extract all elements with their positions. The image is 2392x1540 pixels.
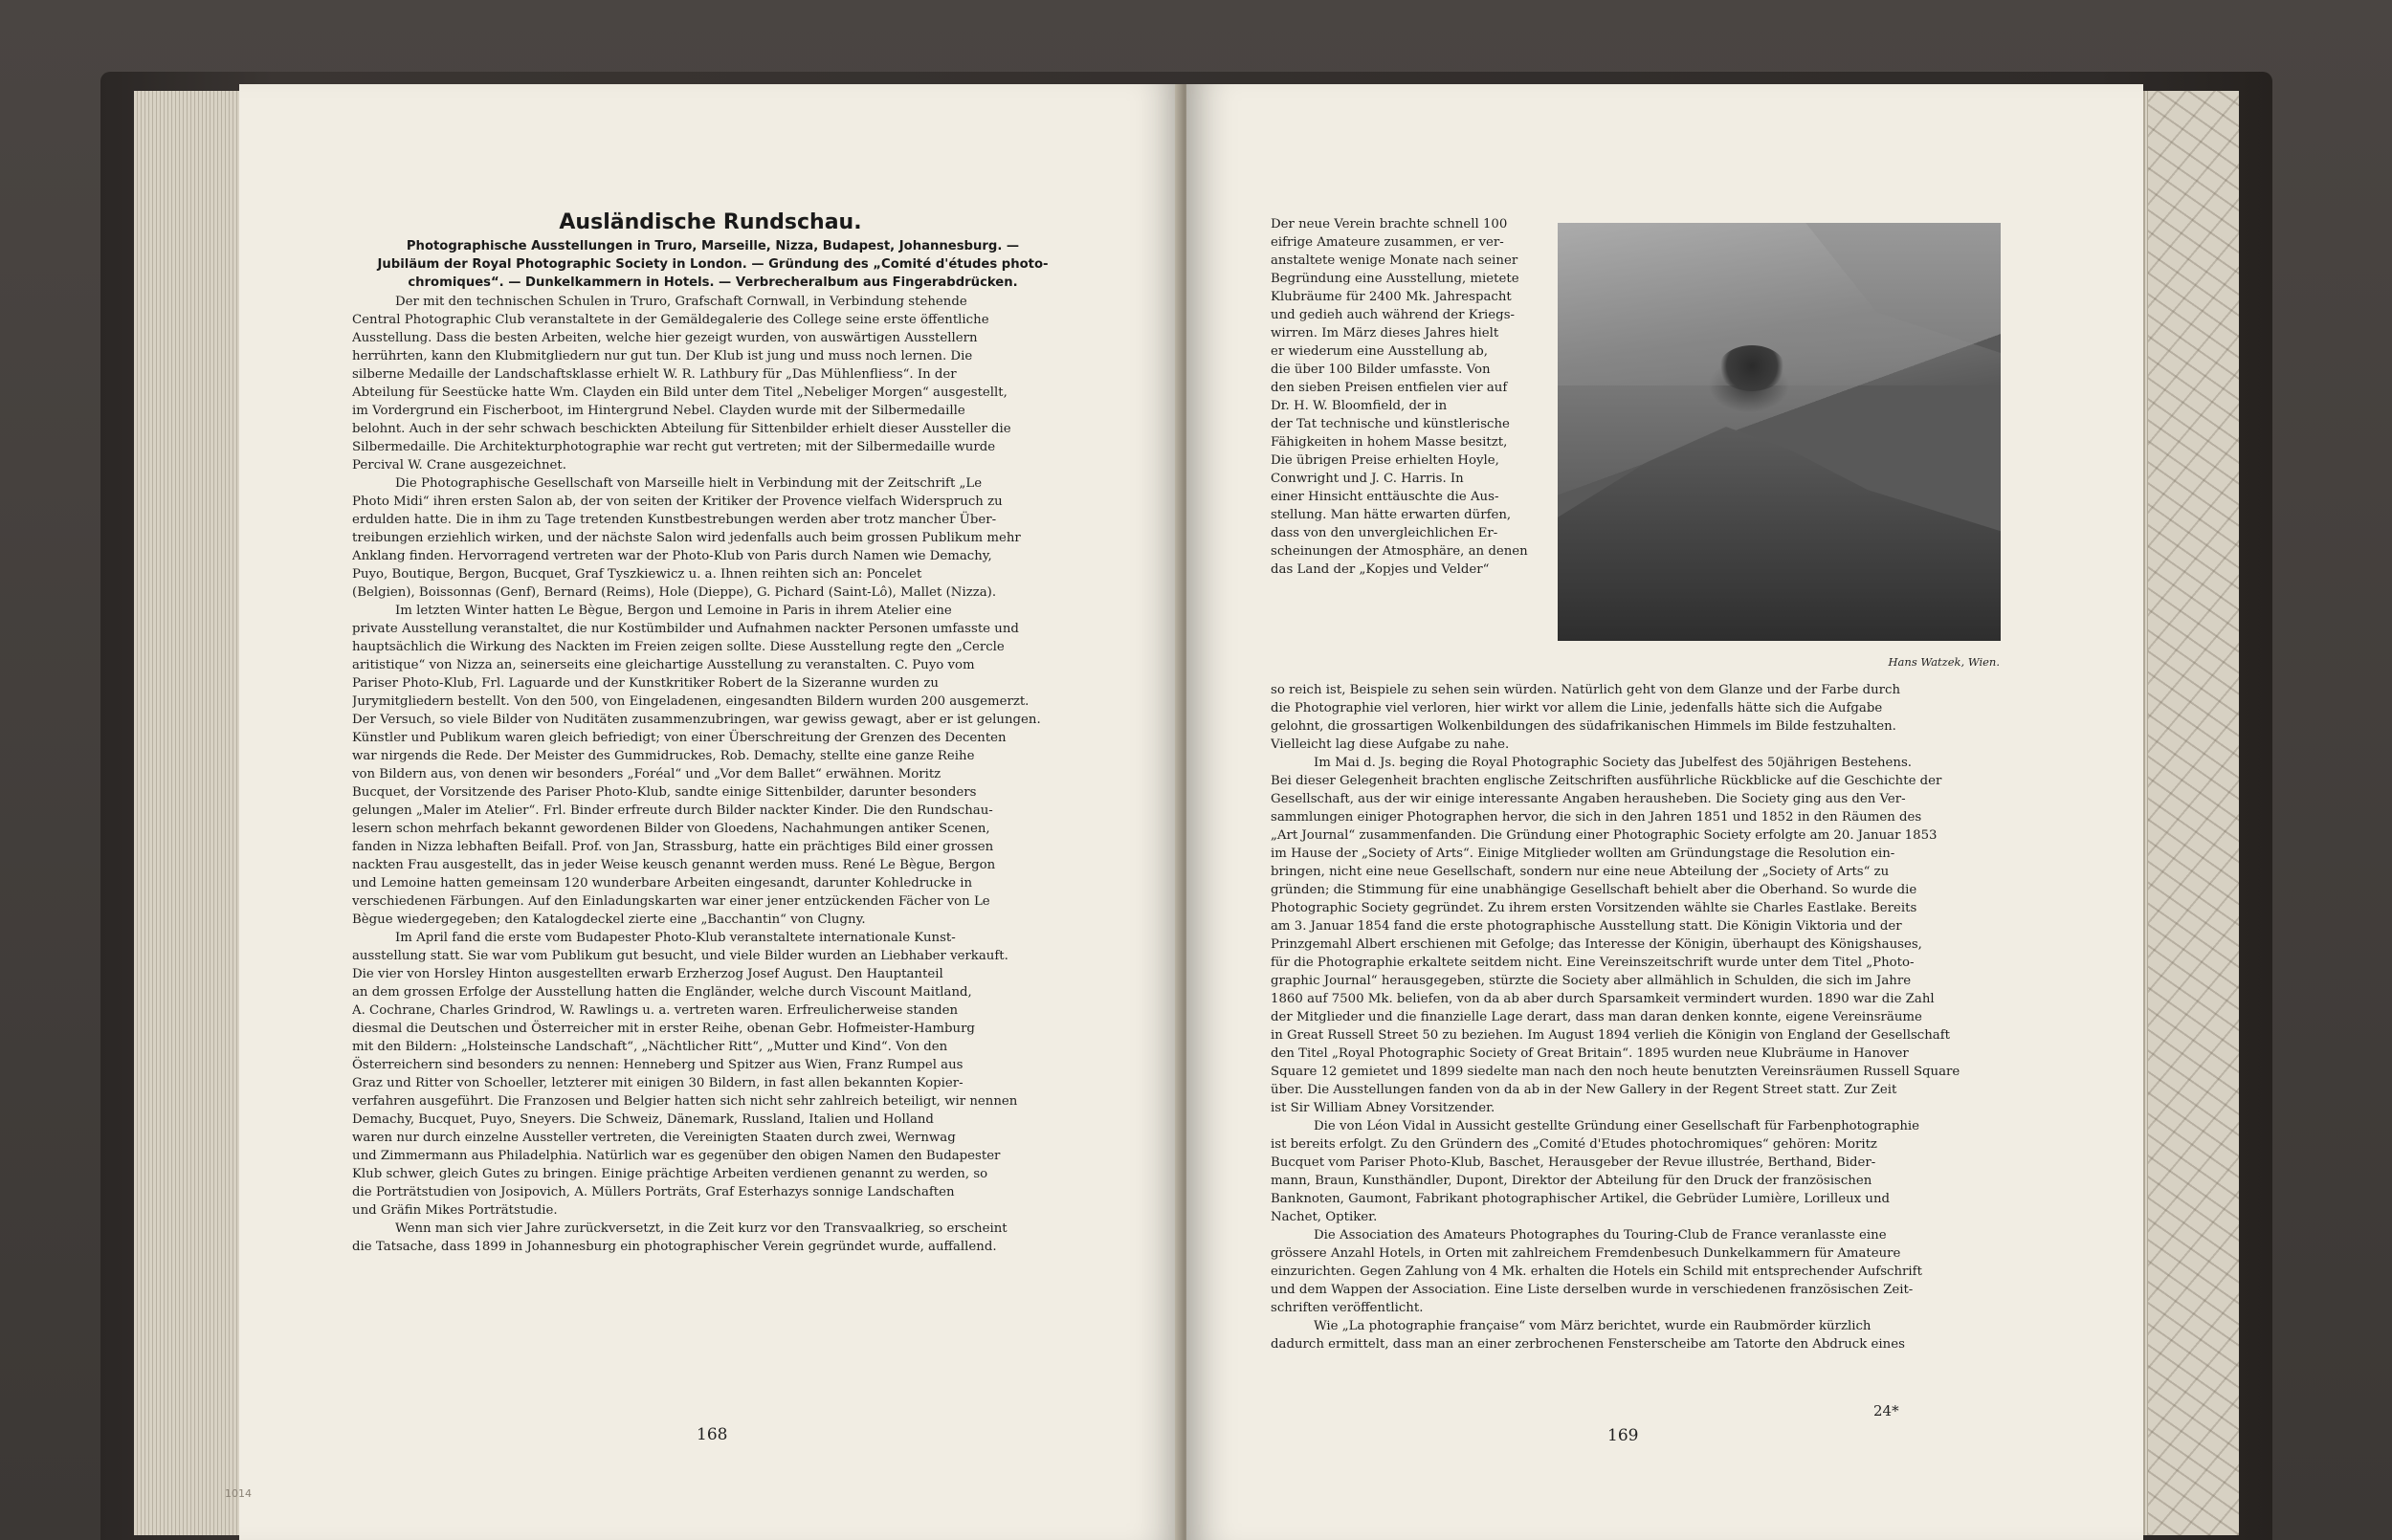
paragraph bbox=[1271, 681, 1998, 754]
text-line: 1860 auf 7500 Mk. beliefen, von da ab aber durch Sparsamkeit vermindert wurden. 1890 war die Zahl bbox=[1271, 992, 1935, 1006]
text-line: von Bildern aus, von denen wir besonders „Foréal“ und „Vor dem Ballet“ erwähnen. Moritz bbox=[352, 767, 941, 781]
text-line: Die Association des Amateurs Photographes du Touring-Club de France veranlasste eine bbox=[1314, 1228, 1887, 1243]
subheading-line: Photographische Ausstellungen in Truro, Marseille, Nizza, Budapest, Johannesburg. — bbox=[406, 239, 1020, 253]
text-line: anstaltete wenige Monate nach seiner bbox=[1271, 253, 1518, 268]
photo-hillside bbox=[1558, 366, 2001, 641]
text-line: Photographic Society gegründet. Zu ihrem ersten Vorsitzenden wählte sie Charles Eastlake. Bereits bbox=[1271, 901, 1917, 915]
text-line: „Art Journal“ zusammenfanden. Die Gründung einer Photographic Society erfolgte am 20. Januar 1853 bbox=[1271, 828, 1938, 843]
text-line: die Porträtstudien von Josipovich, A. Müllers Porträts, Graf Esterhazys sonnige Landschaften bbox=[352, 1185, 955, 1199]
text-line: Im Mai d. Js. beging die Royal Photographic Society das Jubelfest des 50jährigen Bestehens. bbox=[1314, 756, 1913, 770]
text-line: Die vier von Horsley Hinton ausgestellten erwarb Erzherzog Josef August. Den Hauptanteil bbox=[352, 967, 943, 981]
paragraph bbox=[1271, 1317, 1998, 1353]
text-line: und dem Wappen der Association. Eine Liste derselben wurde in verschiedenen französischen Zeit- bbox=[1271, 1283, 1914, 1297]
text-line: Österreichern sind besonders zu nennen: Henneberg und Spitzer aus Wien, Franz Rumpel aus bbox=[352, 1058, 963, 1072]
subheading-line: Jubiläum der Royal Photographic Society in London. — Gründung des „Comité d'études photo- bbox=[377, 257, 1049, 272]
subheading-line: chromiques“. — Dunkelkammern in Hotels. — Verbrecheralbum aus Fingerabdrücken. bbox=[408, 275, 1018, 290]
text-line: Vielleicht lag diese Aufgabe zu nahe. bbox=[1271, 737, 1510, 752]
text-line: nackten Frau ausgestellt, das in jeder Weise keusch genannt werden muss. René Le Bègue, Bergon bbox=[352, 858, 996, 872]
text-line: eifrige Amateure zusammen, er ver- bbox=[1271, 235, 1504, 250]
text-line: private Ausstellung veranstaltet, die nur Kostümbilder und Aufnahmen nackter Personen umfasste und bbox=[352, 622, 1019, 636]
text-line: Im letzten Winter hatten Le Bègue, Bergon und Lemoine in Paris in ihrem Atelier eine bbox=[395, 604, 952, 618]
text-line: graphic Journal“ herausgegeben, stürzte die Society aber allmählich in Schulden, die sich im Jahre bbox=[1271, 974, 1912, 988]
text-line: gelungen „Maler im Atelier“. Frl. Binder erfreute durch Bilder nackter Kinder. Die den Rundschau- bbox=[352, 803, 993, 818]
text-line: Der Versuch, so viele Bilder von Nuditäten zusammenzubringen, war gewiss gewagt, aber er ist gelungen. bbox=[352, 713, 1041, 727]
text-line: mit den Bildern: „Holsteinsche Landschaft“, „Nächtlicher Ritt“, „Mutter und Kind“. Von den bbox=[352, 1040, 948, 1054]
text-line: dadurch ermittelt, dass man an einer zerbrochenen Fensterscheibe am Tatorte den Abdruck eines bbox=[1271, 1337, 1905, 1352]
text-line: den sieben Preisen entfielen vier auf bbox=[1271, 381, 1508, 395]
text-line: A. Cochrane, Charles Grindrod, W. Rawlings u. a. vertreten waren. Erfreulicherweise standen bbox=[352, 1003, 959, 1018]
text-line: belohnt. Auch in der sehr schwach beschickten Abteilung für Sittenbilder erhielt dieser Aussteller die bbox=[352, 422, 1011, 436]
right-narrow-column bbox=[1271, 215, 1558, 579]
text-line: in Great Russell Street 50 zu beziehen. Im August 1894 verlieh die Königin von England der Gesellschaft bbox=[1271, 1028, 1950, 1043]
text-line: Silbermedaille. Die Architekturphotographie war recht gut vertreten; mit der Silbermedaille wurde bbox=[352, 440, 996, 454]
text-line: ausstellung statt. Sie war vom Publikum gut besucht, und viele Bilder wurden an Liebhaber verkauft. bbox=[352, 949, 1008, 963]
left-body-text bbox=[352, 293, 1079, 1256]
section-subheading bbox=[344, 237, 1081, 292]
text-line: aritistique“ von Nizza an, seinerseits eine gleichartige Ausstellung zu veranstalten. C. Puyo vom bbox=[352, 658, 975, 672]
text-line: Banknoten, Gaumont, Fabrikant photographischer Artikel, die Gebrüder Lumière, Lorilleux und bbox=[1271, 1192, 1891, 1206]
text-line: (Belgien), Boissonnas (Genf), Bernard (Reims), Hole (Dieppe), G. Pichard (Saint-Lô), Mallet (Nizza). bbox=[352, 585, 997, 600]
text-line: Square 12 gemietet und 1899 siedelte man nach den noch heute benutzten Vereinsräumen Russell Square bbox=[1271, 1065, 1960, 1079]
page-edges-left bbox=[134, 91, 244, 1535]
text-line: einzurichten. Gegen Zahlung von 4 Mk. erhalten die Hotels ein Schild mit entsprechender Aufschrift bbox=[1271, 1265, 1922, 1279]
section-heading: Ausländische Rundschau. bbox=[559, 210, 862, 234]
text-line: Central Photographic Club veranstaltete in der Gemäldegalerie des College seine erste öffentliche bbox=[352, 313, 989, 327]
text-line: er wiederum eine Ausstellung ab, bbox=[1271, 344, 1488, 359]
text-line: und Gräfin Mikes Porträtstudie. bbox=[352, 1203, 558, 1218]
text-line: verschiedenen Färbungen. Auf den Einladungskarten war einer jener entzückenden Fächer von Le bbox=[352, 894, 990, 909]
paragraph bbox=[352, 929, 1079, 1220]
text-line: Fähigkeiten in hohem Masse besitzt, bbox=[1271, 435, 1508, 450]
text-line: Die Photographische Gesellschaft von Marseille hielt in Verbindung mit der Zeitschrift „Le bbox=[395, 476, 983, 491]
text-line: Bucquet vom Pariser Photo-Klub, Baschet, Herausgeber der Revue illustrée, Berthand, Bider- bbox=[1271, 1155, 1876, 1170]
text-line: dass von den unvergleichlichen Er- bbox=[1271, 526, 1498, 540]
text-line: Ausstellung. Dass die besten Arbeiten, welche hier gezeigt wurden, von auswärtigen Ausstellern bbox=[352, 331, 978, 345]
text-line: Die übrigen Preise erhielten Hoyle, bbox=[1271, 453, 1499, 468]
paragraph bbox=[1271, 1117, 1998, 1226]
text-line: hauptsächlich die Wirkung des Nackten im Freien zeigen sollte. Diese Ausstellung regte den „Cercle bbox=[352, 640, 1005, 654]
text-line: Demachy, Bucquet, Puyo, Sneyers. Die Schweiz, Dänemark, Russland, Italien und Holland bbox=[352, 1112, 934, 1127]
text-line: im Vordergrund ein Fischerboot, im Hintergrund Nebel. Clayden wurde mit der Silbermedaille bbox=[352, 404, 965, 418]
right-body-text bbox=[1271, 681, 1998, 1353]
text-line: Abteilung für Seestücke hatte Wm. Clayden ein Bild unter dem Titel „Nebeliger Morgen“ ausgestellt, bbox=[352, 385, 1008, 400]
paragraph bbox=[1271, 1226, 1998, 1317]
text-line: Anklang finden. Hervorragend vertreten war der Photo-Klub von Paris durch Namen wie Demachy, bbox=[352, 549, 992, 563]
text-line: der Tat technische und künstlerische bbox=[1271, 417, 1510, 431]
text-line: Jurymitgliedern bestellt. Von den 500, von Eingeladenen, eingesandten Bildern wurden 200 ausgemerzt. bbox=[352, 694, 1030, 709]
text-line: herrührten, kann den Klubmitgliedern nur gut tun. Der Klub ist jung und muss noch lernen. Die bbox=[352, 349, 973, 363]
text-line: und Lemoine hatten gemeinsam 120 wunderbare Arbeiten eingesandt, darunter Kohledrucke in bbox=[352, 876, 973, 891]
text-line: wirren. Im März dieses Jahres hielt bbox=[1271, 326, 1499, 341]
text-line: sammlungen einiger Photographen hervor, die sich in den Jahren 1851 und 1852 in den Räumen des bbox=[1271, 810, 1922, 825]
text-line: mann, Braun, Kunsthändler, Dupont, Direktor der Abteilung für den Druck der französischen bbox=[1271, 1174, 1872, 1188]
text-line: Bei dieser Gelegenheit brachten englische Zeitschriften ausführliche Rückblicke auf die Geschichte der bbox=[1271, 774, 1942, 788]
text-line: Nachet, Optiker. bbox=[1271, 1210, 1378, 1224]
photo-bush bbox=[1718, 345, 1785, 391]
text-line: die Tatsache, dass 1899 in Johannesburg ein photographischer Verein gegründet wurde, auffallend. bbox=[352, 1240, 997, 1254]
paragraph bbox=[1271, 754, 1998, 1117]
text-line: scheinungen der Atmosphäre, an denen bbox=[1271, 544, 1528, 559]
text-line: diesmal die Deutschen und Österreicher mit in erster Reihe, obenan Gebr. Hofmeister-Hamburg bbox=[352, 1022, 975, 1036]
text-line: die über 100 Bilder umfasste. Von bbox=[1271, 363, 1491, 377]
text-line: Wenn man sich vier Jahre zurückversetzt, in die Zeit kurz vor den Transvaalkrieg, so erscheint bbox=[395, 1221, 1008, 1236]
text-line: Pariser Photo-Klub, Frl. Laguarde und der Kunstkritiker Robert de la Sizeranne wurden zu bbox=[352, 676, 939, 691]
text-line: an dem grossen Erfolge der Ausstellung hatten die Engländer, welche durch Viscount Maitland, bbox=[352, 985, 972, 1000]
text-line: fanden in Nizza lebhaften Beifall. Prof. von Jan, Strassburg, hatte ein prächtiges Bild einer grossen bbox=[352, 840, 994, 854]
text-line: Puyo, Boutique, Bergon, Bucquet, Graf Tyszkiewicz u. a. Ihnen reihten sich an: Poncelet bbox=[352, 567, 922, 582]
text-line: im Hause der „Society of Arts“. Einige Mitglieder wollten am Gründungstage die Resolution ein- bbox=[1271, 847, 1895, 861]
text-line: Wie „La photographie française“ vom März berichtet, wurde ein Raubmörder kürzlich bbox=[1314, 1319, 1872, 1333]
text-line: Bègue wiedergegeben; den Katalogdeckel zierte eine „Bacchantin“ von Clugny. bbox=[352, 913, 866, 927]
text-line: am 3. Januar 1854 fand die erste photographische Ausstellung statt. Die Königin Viktoria und der bbox=[1271, 919, 1902, 934]
text-line: Conwright und J. C. Harris. In bbox=[1271, 472, 1464, 486]
text-line: Bucquet, der Vorsitzende des Pariser Photo-Klub, sandte einige Sittenbilder, darunter besonders bbox=[352, 785, 977, 800]
text-line: Dr. H. W. Bloomfield, der in bbox=[1271, 399, 1448, 413]
text-line: Graz und Ritter von Schoeller, letzterer mit einigen 30 Bildern, in fast allen bekannten Kopier- bbox=[352, 1076, 963, 1090]
text-line: schriften veröffentlicht. bbox=[1271, 1301, 1424, 1315]
text-line: so reich ist, Beispiele zu sehen sein würden. Natürlich geht von dem Glanze und der Farbe durch bbox=[1271, 683, 1901, 697]
text-line: Percival W. Crane ausgezeichnet. bbox=[352, 458, 566, 473]
text-line: erdulden hatte. Die in ihm zu Tage tretenden Kunstbestrebungen werden aber trotz mancher Über- bbox=[352, 513, 997, 527]
text-line: der Mitglieder und die finanzielle Lage derart, dass man daran denken konnte, eigene Vereinsräume bbox=[1271, 1010, 1922, 1024]
text-line: stellung. Man hätte erwarten dürfen, bbox=[1271, 508, 1512, 522]
text-line: Künstler und Publikum waren gleich befriedigt; von einer Überschreitung der Grenzen des Decenten bbox=[352, 731, 1007, 745]
paragraph bbox=[352, 1220, 1079, 1256]
right-page bbox=[1186, 84, 2143, 1540]
text-line: die Photographie viel verloren, hier wirkt vor allem die Linie, jedenfalls hätte sich die Aufgabe bbox=[1271, 701, 1883, 715]
text-line: verfahren ausgeführt. Die Franzosen und Belgier hatten sich nicht sehr zahlreich beteiligt, wir nennen bbox=[352, 1094, 1018, 1109]
paragraph bbox=[352, 293, 1079, 474]
text-line: grössere Anzahl Hotels, in Orten mit zahlreichem Fremdenbesuch Dunkelkammern für Amateure bbox=[1271, 1246, 1901, 1261]
text-line: Der mit den technischen Schulen in Truro, Grafschaft Cornwall, in Verbindung stehende bbox=[395, 295, 967, 309]
paragraph bbox=[352, 474, 1079, 602]
text-line: treibungen erziehlich wirken, und der nächste Salon wird jedenfalls auch beim grossen Publikum mehr bbox=[352, 531, 1021, 545]
text-line: lesern schon mehrfach bekannt gewordenen Bilder von Gloedens, Nachahmungen antiker Scenen, bbox=[352, 822, 990, 836]
paragraph bbox=[1271, 215, 1558, 579]
text-line: gelohnt, die grossartigen Wolkenbildungen des südafrikanischen Himmels im Bilde festzuhalten. bbox=[1271, 719, 1896, 734]
paragraph bbox=[352, 602, 1079, 929]
page-number-right: 169 bbox=[1607, 1426, 1639, 1445]
text-line: und gedieh auch während der Kriegs- bbox=[1271, 308, 1516, 322]
text-line: ist bereits erfolgt. Zu den Gründern des „Comité d'Etudes photochromiques“ gehören: Moritz bbox=[1271, 1137, 1877, 1152]
text-line: bringen, nicht eine neue Gesellschaft, sondern nur eine neue Abteilung der „Society of Arts“ zu bbox=[1271, 865, 1890, 879]
text-line: das Land der „Kopjes und Velder“ bbox=[1271, 562, 1490, 577]
text-line: und Zimmermann aus Philadelphia. Natürlich war es gegenüber den obigen Namen den Budapester bbox=[352, 1149, 1001, 1163]
text-line: Die von Léon Vidal in Aussicht gestellte Gründung einer Gesellschaft für Farbenphotographie bbox=[1314, 1119, 1920, 1133]
page-number-left: 168 bbox=[697, 1425, 728, 1444]
text-line: ist Sir William Abney Vorsitzender. bbox=[1271, 1101, 1495, 1115]
marbled-edge bbox=[2148, 91, 2239, 1535]
text-line: Klub schwer, gleich Gutes zu bringen. Einige prächtige Arbeiten verdienen genannt zu werden, so bbox=[352, 1167, 988, 1181]
text-line: gründen; die Stimmung für eine unabhängige Gesellschaft behielt aber die Oberhand. So wurde die bbox=[1271, 883, 1917, 897]
text-line: Prinzgemahl Albert erschienen mit Gefolge; das Interesse der Königin, überhaupt des Königshauses, bbox=[1271, 937, 1922, 952]
text-line: Gesellschaft, aus der wir einige interessante Angaben herausheben. Die Society ging aus den Ver- bbox=[1271, 792, 1906, 806]
text-line: war nirgends die Rede. Der Meister des Gummidruckes, Rob. Demachy, stellte eine ganze Reihe bbox=[352, 749, 975, 763]
text-line: einer Hinsicht enttäuschte die Aus- bbox=[1271, 490, 1499, 504]
text-line: Der neue Verein brachte schnell 100 bbox=[1271, 217, 1508, 231]
text-line: Im April fand die erste vom Budapester Photo-Klub veranstaltete internationale Kunst- bbox=[395, 931, 956, 945]
text-line: waren nur durch einzelne Aussteller vertreten, die Vereinigten Staaten durch zwei, Wernwag bbox=[352, 1131, 956, 1145]
text-line: den Titel „Royal Photographic Society of Great Britain“. 1895 wurden neue Klubräume in Hanover bbox=[1271, 1046, 1909, 1061]
text-line: Begründung eine Ausstellung, mietete bbox=[1271, 272, 1519, 286]
text-line: über. Die Ausstellungen fanden von da ab in der New Gallery in der Regent Street statt. Zur Zeit bbox=[1271, 1083, 1897, 1097]
text-line: silberne Medaille der Landschaftsklasse erhielt W. R. Lathbury für „Das Mühlenfliess“. In der bbox=[352, 367, 957, 382]
left-page bbox=[239, 84, 1182, 1540]
text-line: für die Photographie erkaltete seitdem nicht. Eine Vereinszeitschrift wurde unter dem Titel „Photo- bbox=[1271, 956, 1915, 970]
landscape-photograph bbox=[1558, 223, 2001, 641]
text-line: Photo Midi“ ihren ersten Salon ab, der von seiten der Kritiker der Provence vielfach Widerspruch zu bbox=[352, 495, 1003, 509]
photo-caption: Hans Watzek, Wien. bbox=[1888, 655, 2000, 669]
text-line: Klubräume für 2400 Mk. Jahrespacht bbox=[1271, 290, 1512, 304]
signature-mark: 24* bbox=[1873, 1402, 1899, 1419]
margin-mark: 1014 bbox=[225, 1487, 252, 1500]
